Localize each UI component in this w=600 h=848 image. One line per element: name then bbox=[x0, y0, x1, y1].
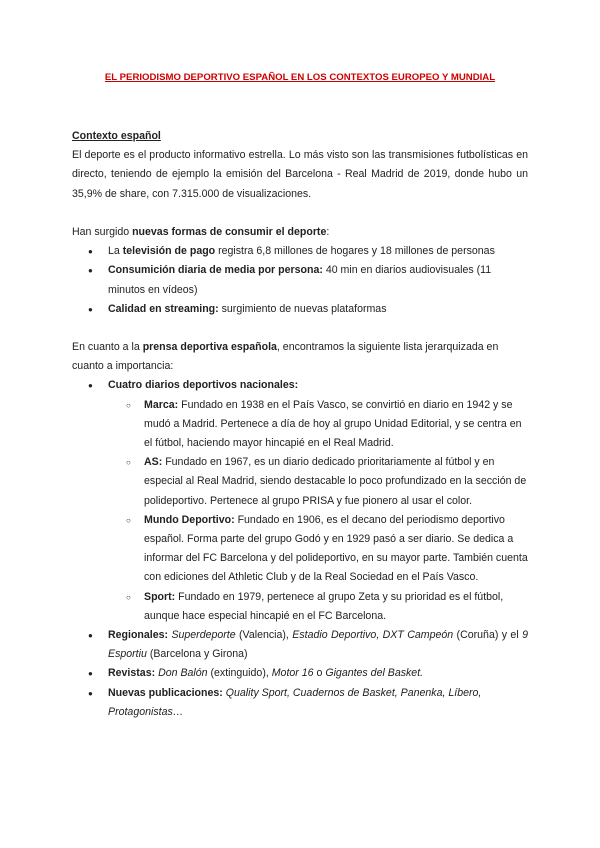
diario-name: AS: bbox=[144, 456, 163, 469]
prensa-lead-pre: En cuanto a la bbox=[72, 341, 143, 353]
prensa-block bbox=[72, 338, 528, 722]
list-item bbox=[72, 242, 528, 261]
consumo-lead-post: : bbox=[326, 226, 330, 238]
diario-item-mundo-deportivo bbox=[72, 511, 528, 588]
nuevas-label: Nuevas publicaciones: bbox=[108, 686, 223, 699]
consumo-lead-pre: Han surgido bbox=[72, 226, 133, 238]
publication-name: Estadio Deportivo, DXT Campeón bbox=[292, 629, 454, 642]
publication-name: 9 Esportiu bbox=[108, 629, 528, 661]
item-text: surgimiento de nuevas plataformas bbox=[218, 302, 387, 315]
prensa-list-more bbox=[72, 626, 528, 722]
diario-text: Fundado en 1967, es un diario dedicado prioritariamente al fútbol y en especial al Real Madrid, siendo destacable lo poco profundizado en la sección de polideportivo. Pertenece al grupo PRISA y fue pionero al usar el color. bbox=[144, 456, 527, 507]
publication-name: Gigantes del Basket. bbox=[325, 667, 424, 680]
item-bold: Calidad en streaming: bbox=[108, 302, 219, 315]
intro-paragraph: El deporte es el producto informativo estrella. Lo más visto son las transmisiones futbolísticas en directo, teniendo de ejemplo la emisión del Barcelona - Real Madrid de 2019, donde hubo un 35,9% de share, con 7.315.000 de visualizaciones. bbox=[72, 149, 528, 200]
item-text: registra 6,8 millones de hogares y 18 millones de personas bbox=[215, 245, 495, 258]
diario-item-as bbox=[72, 453, 528, 511]
diario-text: Fundado en 1906, es el decano del periodismo deportivo español. Forma parte del grupo Godó y en 1929 pasó a ser diario. Se dedica a informar del FC Barcelona y del polideportivo, en su mayor parte. También cuenta con ediciones del Athletic Club y de la Real Sociedad en el País Vasco. bbox=[144, 513, 528, 584]
diario-text: Fundado en 1979, pertenece al grupo Zeta y su prioridad es el fútbol, aunque hace especial hincapié en el FC Barcelona. bbox=[144, 590, 504, 622]
publication-name: Motor 16 bbox=[271, 667, 314, 680]
diario-item-sport bbox=[72, 588, 528, 626]
item-bold: Consumición diaria de media por persona: bbox=[108, 264, 323, 277]
publication-name: Superdeporte bbox=[171, 629, 236, 642]
document-title: EL PERIODISMO DEPORTIVO ESPAÑOL EN LOS CONTEXTOS EUROPEO Y MUNDIAL bbox=[104, 72, 496, 83]
diario-name: Marca: bbox=[144, 398, 179, 411]
list-item-cuatro-diarios bbox=[72, 376, 528, 395]
publication-name: Don Balón bbox=[158, 667, 208, 680]
list-item bbox=[72, 261, 528, 299]
diario-name: Sport: bbox=[144, 590, 176, 603]
consumo-lead-bold: nuevas formas de consumir el deporte bbox=[132, 226, 327, 238]
item-bold: televisión de pago bbox=[122, 245, 216, 258]
consumo-lead bbox=[72, 223, 528, 242]
list-item-nuevas-publicaciones bbox=[72, 684, 528, 722]
list-item bbox=[72, 300, 528, 319]
consumo-block bbox=[72, 223, 528, 319]
prensa-list bbox=[72, 376, 528, 395]
section-contexto bbox=[72, 127, 528, 204]
publication-name: Quality Sport, Cuadernos de Basket, Panenka, Líbero, Protagonistas… bbox=[108, 686, 482, 718]
revistas-label: Revistas: bbox=[108, 667, 156, 680]
diarios-list bbox=[72, 396, 528, 626]
diario-name: Mundo Deportivo: bbox=[144, 513, 235, 526]
diario-text: Fundado en 1938 en el País Vasco, se convirtió en diario en 1942 y se mudó a Madrid. Pertenece a día de hoy al grupo Unidad Editorial, y se centra en el fútbol, haciendo mayor hincapié en el Real Madrid. bbox=[144, 398, 522, 450]
prensa-lead-post: , encontramos la siguiente lista jerarquizada en cuanto a importancia: bbox=[72, 341, 499, 373]
regionales-label: Regionales: bbox=[108, 629, 169, 642]
diario-item-marca bbox=[72, 396, 528, 454]
item-pre: La bbox=[108, 245, 123, 258]
consumo-list bbox=[72, 242, 528, 319]
cuatro-diarios-label: Cuatro diarios deportivos nacionales: bbox=[108, 379, 299, 392]
prensa-lead-bold: prensa deportiva española bbox=[142, 341, 277, 353]
section-heading: Contexto español bbox=[72, 130, 161, 142]
prensa-lead bbox=[72, 338, 528, 376]
list-item-revistas: ● Revistas: Don Balón (extinguido), Motor 16 o Gigantes del Basket. bbox=[72, 664, 528, 683]
list-item-regionales: ● Regionales: Superdeporte (Valencia), Estadio Deportivo, DXT Campeón (Coruña) y el 9 Esportiu (Barcelona y Girona) bbox=[72, 626, 528, 664]
item-text: 40 min en diarios audiovisuales (11 minutos en vídeos) bbox=[108, 264, 492, 296]
